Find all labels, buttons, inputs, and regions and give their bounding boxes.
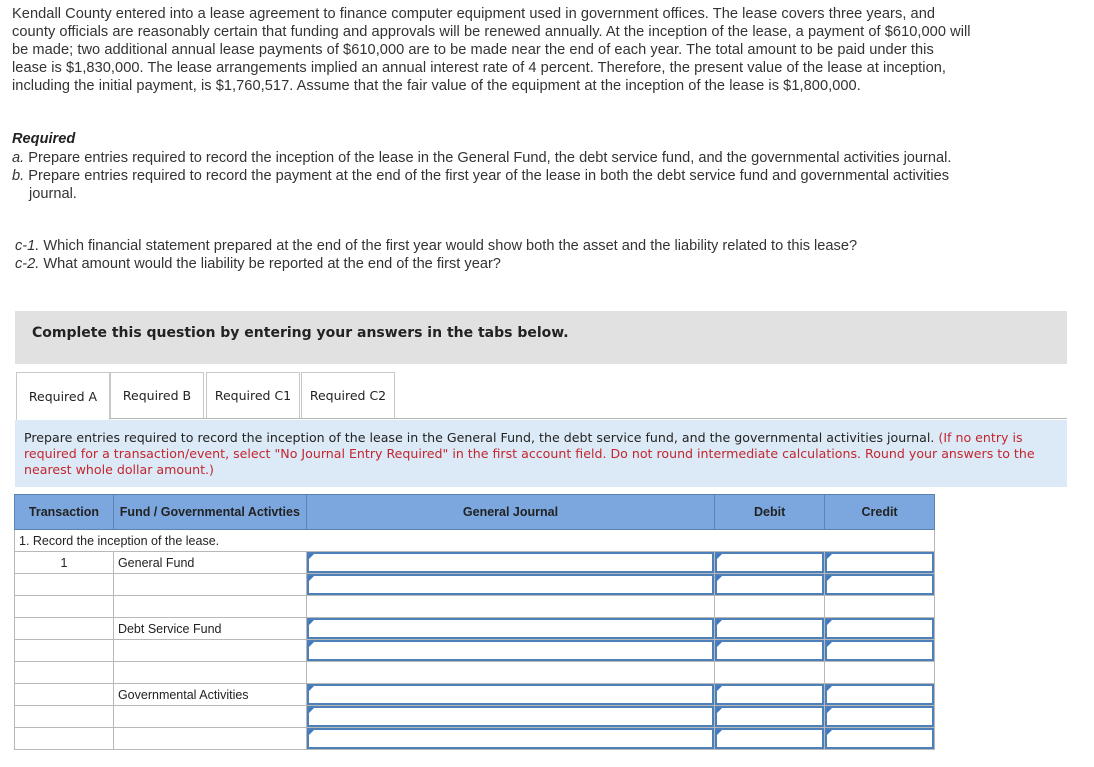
credit-cell[interactable] xyxy=(825,706,935,728)
credit-input[interactable] xyxy=(825,574,934,595)
empty-cell xyxy=(113,706,306,728)
record-row xyxy=(15,530,935,552)
table-row xyxy=(15,618,935,640)
debit-cell[interactable] xyxy=(715,618,825,640)
credit-cell[interactable] xyxy=(825,574,935,596)
debit-input[interactable] xyxy=(715,684,824,705)
credit-cell[interactable] xyxy=(825,640,935,662)
empty-cell xyxy=(113,662,306,684)
credit-cell[interactable] xyxy=(825,618,935,640)
header-credit: Credit xyxy=(825,495,935,530)
table-row xyxy=(15,662,935,684)
debit-cell[interactable] xyxy=(715,552,825,574)
account-input[interactable] xyxy=(307,574,714,595)
problem-statement xyxy=(12,5,972,95)
debit-input[interactable] xyxy=(715,640,824,661)
debit-cell[interactable] xyxy=(715,706,825,728)
required-item-a xyxy=(12,149,972,167)
required-item-label: b. xyxy=(12,168,25,184)
table-row xyxy=(15,596,935,618)
empty-cell xyxy=(306,596,714,618)
empty-cell xyxy=(825,596,935,618)
empty-cell xyxy=(15,662,114,684)
empty-cell xyxy=(15,684,114,706)
account-input[interactable] xyxy=(307,618,714,639)
account-input[interactable] xyxy=(307,706,714,727)
header-transaction: Transaction xyxy=(15,495,114,530)
c-questions xyxy=(15,237,975,273)
table-row xyxy=(15,684,935,706)
account-input[interactable] xyxy=(307,684,714,705)
debit-input[interactable] xyxy=(715,728,824,749)
problem-text: Kendall County entered into a lease agreement to finance computer equipment used in government offices. The lease covers three years, and county officials are reasonably certain that funding and approvals will be renewed annually. At the inception of the lease, a payment of $610,000 will be made; two additional annual lease payments of $610,000 are to be made near the end of each year. The total amount to be paid under this lease is $1,830,000. The lease arrangements implied an annual interest rate of 4 percent. Therefore, the present value of the lease at inception, including the initial payment, is $1,760,517. Assume that the fair value of the equipment at the inception of the lease is $1,800,000. xyxy=(12,6,971,94)
table-row xyxy=(15,728,935,750)
account-select[interactable] xyxy=(306,684,714,706)
question-text: What amount would the liability be reported at the end of the first year? xyxy=(43,256,501,272)
fund-label-general: General Fund xyxy=(113,552,306,574)
fund-label-governmental: Governmental Activities xyxy=(113,684,306,706)
empty-cell xyxy=(113,728,306,750)
table-row xyxy=(15,706,935,728)
empty-cell xyxy=(15,728,114,750)
credit-cell[interactable] xyxy=(825,684,935,706)
debit-cell[interactable] xyxy=(715,684,825,706)
tab-required-a[interactable]: Required A xyxy=(16,372,110,420)
instruction-bar xyxy=(15,311,1067,364)
empty-cell xyxy=(15,640,114,662)
debit-input[interactable] xyxy=(715,706,824,727)
empty-cell xyxy=(113,574,306,596)
empty-cell xyxy=(715,662,825,684)
question-c2 xyxy=(15,255,975,273)
tab-required-b[interactable]: Required B xyxy=(110,372,204,418)
question-text: Which financial statement prepared at the end of the first year would show both the asset and the liability related to this lease? xyxy=(43,238,858,254)
required-item-b xyxy=(12,167,972,203)
account-select[interactable] xyxy=(306,618,714,640)
required-list xyxy=(12,149,972,203)
credit-input[interactable] xyxy=(825,706,934,727)
instruction-text: Complete this question by entering your answers in the tabs below. xyxy=(32,325,569,341)
credit-input[interactable] xyxy=(825,640,934,661)
transaction-number: 1 xyxy=(15,552,114,574)
empty-cell xyxy=(825,662,935,684)
empty-cell xyxy=(15,574,114,596)
question-c1 xyxy=(15,237,975,255)
credit-input[interactable] xyxy=(825,618,934,639)
empty-cell xyxy=(15,596,114,618)
account-select[interactable] xyxy=(306,728,714,750)
header-general-journal: General Journal xyxy=(306,495,714,530)
journal-header-row xyxy=(15,495,935,530)
question-label: c-2. xyxy=(15,256,40,272)
fund-label-debt-service: Debt Service Fund xyxy=(113,618,306,640)
debit-input[interactable] xyxy=(715,618,824,639)
record-instruction: 1. Record the inception of the lease. xyxy=(15,530,935,552)
tab-required-c2[interactable]: Required C2 xyxy=(301,372,395,418)
debit-cell[interactable] xyxy=(715,574,825,596)
required-heading: Required xyxy=(12,131,76,147)
required-item-label: a. xyxy=(12,150,25,166)
question-label: c-1. xyxy=(15,238,40,254)
credit-input[interactable] xyxy=(825,684,934,705)
debit-cell[interactable] xyxy=(715,728,825,750)
required-item-text: Prepare entries required to record the payment at the end of the first year of the lease in both the debt service fund and governmental activities journal. xyxy=(28,168,949,202)
account-input[interactable] xyxy=(307,640,714,661)
header-fund: Fund / Governmental Activties xyxy=(113,495,306,530)
account-select[interactable] xyxy=(306,706,714,728)
prompt-note: (If no entry is required for a transaction/event, select "No Journal Entry Required" in the first account field. Do not round intermediate calculations. Round your answers to the nearest whole dollar amount.) xyxy=(24,430,1035,477)
header-debit: Debit xyxy=(715,495,825,530)
empty-cell xyxy=(715,596,825,618)
debit-input[interactable] xyxy=(715,574,824,595)
prompt-main: Prepare entries required to record the inception of the lease in the General Fund, the debt service fund, and the governmental activities journal. xyxy=(24,430,935,445)
empty-cell xyxy=(15,706,114,728)
empty-cell xyxy=(113,596,306,618)
account-select[interactable] xyxy=(306,552,714,574)
journal-table xyxy=(14,494,935,750)
table-row xyxy=(15,552,935,574)
account-select[interactable] xyxy=(306,640,714,662)
question-prompt xyxy=(15,420,1067,487)
account-input[interactable] xyxy=(307,552,714,573)
table-row xyxy=(15,640,935,662)
tab-divider xyxy=(110,418,1067,419)
empty-cell xyxy=(306,662,714,684)
debit-input[interactable] xyxy=(715,552,824,573)
tab-required-c1[interactable]: Required C1 xyxy=(206,372,300,418)
empty-cell xyxy=(113,640,306,662)
required-item-text: Prepare entries required to record the inception of the lease in the General Fund, the debt service fund, and the governmental activities journal. xyxy=(28,150,952,166)
account-select[interactable] xyxy=(306,574,714,596)
credit-cell[interactable] xyxy=(825,552,935,574)
account-input[interactable] xyxy=(307,728,714,749)
credit-cell[interactable] xyxy=(825,728,935,750)
debit-cell[interactable] xyxy=(715,640,825,662)
credit-input[interactable] xyxy=(825,552,934,573)
empty-cell xyxy=(15,618,114,640)
table-row xyxy=(15,574,935,596)
credit-input[interactable] xyxy=(825,728,934,749)
